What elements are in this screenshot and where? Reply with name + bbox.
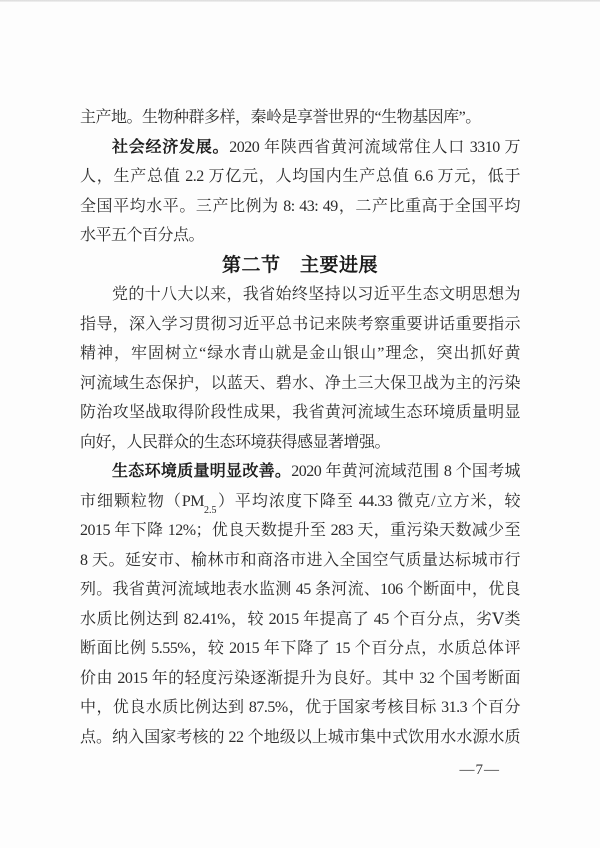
text-line: 水平五个百分点。: [80, 227, 205, 244]
text-segment: 2020 年陕西省黄河流域常住人口 3310 万: [229, 138, 520, 156]
text-segment: ）平均浓度下降至 44.33 微克/立方米，较: [216, 492, 520, 510]
text-line: 列。我省黄河流域地表水监测 45 条河流、106 个断面中，优良: [80, 581, 520, 598]
text-line: 向好，人民群众的生态环境获得感显著增强。: [80, 433, 391, 451]
text-line: 8 天。延安市、榆林市和商洛市进入全国空气质量达标城市行: [80, 551, 520, 569]
page-number: —7—: [459, 762, 500, 778]
text-line: 河流域生态保护，以蓝天、碧水、净土三大保卫战为主的污染: [80, 374, 520, 392]
page-text-block: [80, 103, 520, 752]
text-line: 2015 年下降 12%；优良天数提升至 283 天，重污染天数减少至: [80, 522, 520, 539]
text-line: 精神，牢固树立“绿水青山就是金山银山”理念，突出抓好黄: [80, 345, 520, 362]
paragraph-lead: 社会经济发展。: [112, 138, 230, 156]
text-segment: 2020 年黄河流域范围 8 个国考城: [291, 463, 520, 480]
text-line: 主产地。生物种群多样，秦岭是享誉世界的“生物基因库”。: [80, 109, 481, 126]
text-line: 中，优良水质比例达到 87.5%，优于国家考核目标 31.3 个百分: [80, 699, 520, 716]
section-heading: 第二节 主要进展: [221, 254, 378, 276]
text-line: [80, 487, 520, 517]
text-line: [80, 457, 520, 487]
text-line: 人，生产总值 2.2 万亿元，人均国内生产总值 6.6 万元，低于: [80, 168, 520, 185]
pm25-subscript: 2.5: [203, 504, 217, 516]
text-line: 全国平均水平。三产比例为 8: 43: 49，二产比重高于全国平均: [80, 197, 520, 215]
paragraph-lead: 生态环境质量明显改善。: [112, 463, 292, 480]
text-line: 党的十八大以来，我省始终坚持以习近平生态文明思想为: [112, 286, 520, 303]
text-line: 水质比例达到 82.41%，较 2015 年提高了 45 个百分点，劣Ⅴ类: [80, 610, 520, 628]
text-line: 断面比例 5.55%，较 2015 年下降了 15 个百分点，水质总体评: [80, 640, 520, 657]
text-segment: 市细颗粒物（PM: [80, 492, 204, 510]
text-line: 点。纳入国家考核的 22 个地级以上城市集中式饮用水水源水质: [80, 728, 520, 746]
scan-edge-artifact: [0, 0, 600, 2]
text-line: 价由 2015 年的轻度污染逐渐提升为良好。其中 32 个国考断面: [80, 669, 520, 687]
text-line: 指导，深入学习贯彻习近平总书记来陕考察重要讲话重要指示: [80, 315, 520, 333]
text-line: [80, 133, 520, 163]
text-line: 防治攻坚战取得阶段性成果，我省黄河流域生态环境质量明显: [80, 404, 520, 421]
